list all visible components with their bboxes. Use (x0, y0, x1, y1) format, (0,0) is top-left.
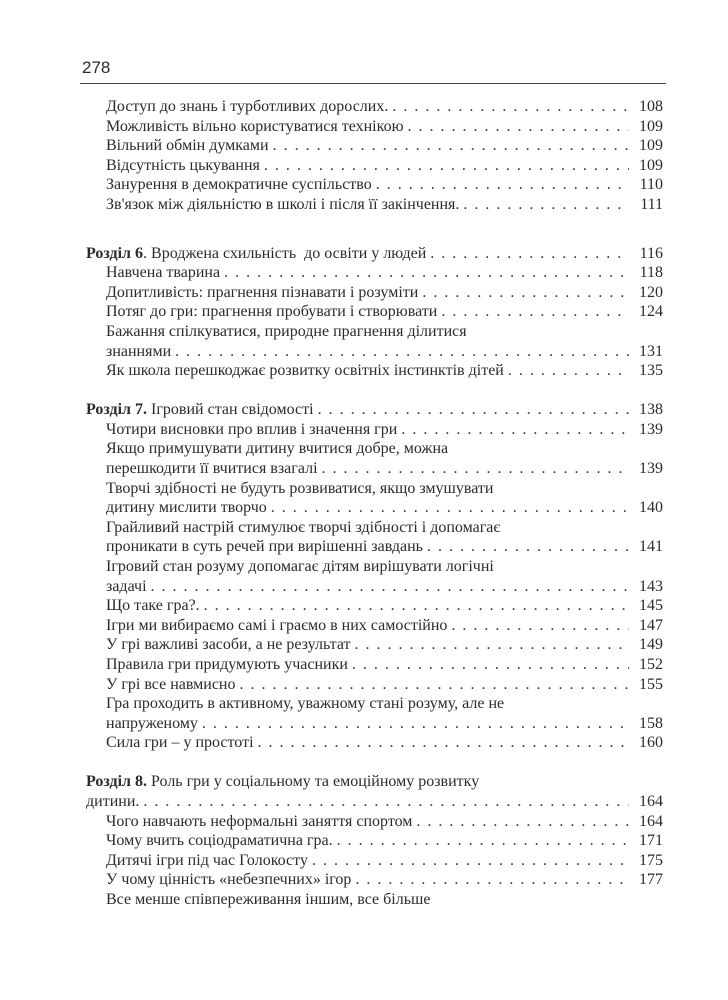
toc-section (86, 772, 663, 909)
entry-title-text: знаннями (106, 342, 172, 360)
entry-page-number: 116 (639, 244, 663, 262)
dot-leader (236, 675, 630, 695)
dot-leader (351, 870, 629, 890)
entry-title (106, 596, 200, 616)
entry-title-text: дитину мислити творчо (106, 499, 267, 517)
toc-entry[interactable] (86, 635, 663, 655)
dot-leader (404, 117, 629, 137)
entry-page-number: 160 (639, 734, 663, 752)
entry-title (106, 733, 254, 753)
entry-page-number: 152 (639, 655, 663, 673)
dot-leader (388, 97, 629, 117)
entry-title-text: Все менше співпереживання іншим, все більше (106, 890, 431, 908)
dot-leader (418, 283, 629, 303)
entry-title-text: Занурення в демократичне суспільство (106, 176, 372, 194)
entry-title-text: Що таке гра?. (106, 597, 200, 615)
entry-page-number: 131 (639, 342, 663, 360)
entry-page-number: 139 (639, 420, 663, 438)
entry-title (86, 244, 426, 264)
entry-title (106, 302, 437, 322)
entry-page-number: 111 (640, 195, 663, 213)
entry-page-number: 138 (639, 401, 663, 419)
entry-title (106, 675, 236, 695)
entry-page-number: 140 (639, 499, 663, 517)
entry-page-number: 175 (639, 851, 663, 869)
chapter-label: Розділ 7. (86, 401, 148, 419)
entry-title-text: Чому вчить соціодраматична гра. (106, 832, 333, 850)
toc-chapter-entry[interactable] (86, 772, 663, 811)
dot-leader (437, 302, 629, 322)
toc-entry[interactable] (86, 596, 663, 616)
entry-page-number: 108 (639, 98, 663, 115)
toc-entry[interactable] (86, 117, 663, 137)
entry-title-text: Ігровий стан розуму допомагає дітям вирішувати логічні (106, 557, 494, 575)
dot-leader (308, 851, 629, 871)
entry-title (106, 420, 397, 440)
entry-title-text: Творчі здібності не будуть розвиватися, якщо змушувати (106, 479, 494, 497)
entry-title (106, 283, 418, 303)
toc-entry[interactable] (86, 136, 663, 156)
entry-page-number: 158 (639, 714, 663, 732)
entry-page-number: 109 (639, 156, 663, 174)
entry-page-number: 109 (639, 117, 663, 135)
entry-title-text: Чого навчають неформальні заняття спортом (106, 812, 413, 830)
entry-title (106, 577, 147, 597)
entry-title (106, 498, 267, 518)
toc-entry[interactable] (86, 361, 663, 381)
entry-title (106, 156, 260, 176)
entry-title (86, 400, 314, 420)
toc-entry[interactable] (86, 156, 663, 176)
toc-entry[interactable] (86, 694, 663, 733)
entry-page-number: 139 (639, 460, 663, 477)
entry-title-text: Ігровий стан свідомості (147, 401, 314, 419)
entry-title-text: Грайливий настрій стимулює творчі здібності і допомагає (106, 518, 501, 536)
dot-leader (447, 616, 629, 636)
dot-leader (260, 156, 629, 176)
toc-entry[interactable] (86, 557, 663, 596)
entry-page-number: 120 (639, 283, 663, 301)
toc-entry[interactable] (86, 655, 663, 675)
dot-leader (397, 420, 629, 440)
toc-entry[interactable] (86, 439, 663, 478)
entry-title (106, 342, 171, 362)
toc-entry[interactable] (86, 302, 663, 322)
entry-title-text: Гра проходить в активному, уважному стані розуму, але не (106, 695, 505, 713)
toc-chapter-entry[interactable] (86, 400, 663, 420)
entry-page-number: 164 (639, 793, 663, 810)
dot-leader (220, 263, 629, 283)
entry-title (106, 361, 504, 381)
entry-title (106, 136, 269, 156)
toc-entry[interactable] (86, 283, 663, 303)
entry-title-text: Навчена тварина (106, 264, 221, 282)
entry-title (106, 97, 388, 117)
dot-leader (426, 244, 629, 264)
entry-title-text: Роль гри у соціальному та емоційному розвитку (147, 773, 480, 791)
dot-leader (147, 577, 629, 597)
entry-page-number: 177 (639, 871, 663, 889)
toc-entry[interactable] (86, 733, 663, 753)
toc-section (86, 400, 663, 753)
entry-title-text: Доступ до знань і турботливих дорослих. (106, 98, 389, 115)
toc-entry[interactable] (86, 263, 663, 283)
entry-title-text: Ігри ми вибираємо самі і граємо в них самостійно (106, 616, 448, 634)
entry-title-text: Потяг до гри: прагнення пробувати і створювати (106, 303, 438, 321)
toc-entry[interactable] (86, 175, 663, 195)
toc-entry[interactable] (86, 831, 663, 851)
entry-page-number: 155 (639, 675, 663, 693)
toc-entry[interactable] (86, 616, 663, 636)
dot-leader (269, 136, 629, 156)
entry-page-number: 145 (639, 597, 663, 615)
entry-title (106, 537, 423, 557)
toc-entry[interactable] (86, 675, 663, 695)
dot-leader (348, 655, 629, 675)
entry-title-text: дитини. (86, 793, 140, 810)
entry-title (106, 831, 333, 851)
table-of-contents (86, 97, 663, 910)
entry-title (106, 175, 372, 195)
toc-entry[interactable] (86, 479, 663, 518)
entry-page-number: 164 (639, 812, 663, 830)
entry-title-text: Як школа перешкоджає розвитку освітніх інстинктів дітей (106, 362, 504, 380)
entry-title-text: Допитливість: прагнення пізнавати і розуміти (106, 283, 419, 301)
entry-title (106, 459, 318, 479)
toc-entry[interactable] (86, 97, 663, 117)
chapter-label: Розділ 6 (86, 244, 144, 262)
dot-leader (333, 831, 629, 851)
toc-section (86, 97, 663, 215)
entry-title (106, 439, 448, 459)
entry-title-text: Зв'язок між діяльністю в школі і після її закінчення. (106, 195, 460, 213)
entry-title (106, 518, 500, 538)
entry-page-number: 141 (639, 538, 663, 556)
toc-entry[interactable] (86, 851, 663, 871)
entry-title-text: Правила гри придумують учасники (106, 655, 348, 673)
entry-title-text: Сила гри – у простоті (106, 734, 254, 752)
dot-leader (198, 714, 629, 734)
toc-entry[interactable] (86, 195, 663, 215)
entry-title (106, 655, 348, 675)
entry-title (106, 635, 351, 655)
entry-title (86, 772, 479, 792)
entry-title-text: Бажання спілкуватися, природне прагнення ділитися (106, 322, 467, 340)
entry-title-text: Можливість вільно користуватися технікою (106, 117, 404, 135)
dot-leader (351, 635, 630, 655)
toc-section (86, 244, 663, 381)
entry-page-number: 118 (639, 264, 663, 282)
entry-page-number: 149 (639, 636, 663, 654)
entry-title (106, 117, 404, 137)
toc-entry[interactable] (86, 812, 663, 832)
entry-page-number: 147 (639, 616, 663, 634)
chapter-label: Розділ 8. (86, 773, 148, 791)
entry-page-number: 143 (639, 577, 663, 595)
header-rule (80, 83, 666, 84)
toc-entry[interactable] (86, 518, 663, 557)
dot-leader (412, 812, 629, 832)
dot-leader (139, 792, 629, 812)
dot-leader (254, 733, 629, 753)
entry-title-text: задачі (106, 577, 147, 595)
entry-title (106, 714, 198, 734)
entry-title (106, 263, 220, 283)
entry-title-text: Вільний обмін думками (106, 137, 269, 155)
toc-entry[interactable] (86, 890, 663, 910)
entry-title (106, 195, 459, 215)
entry-page-number: 171 (639, 832, 663, 850)
entry-title (106, 479, 493, 499)
toc-entry[interactable] (86, 420, 663, 440)
entry-title-text: У грі все навмисно (106, 675, 236, 693)
entry-page-number: 124 (639, 303, 663, 321)
entry-title (106, 890, 430, 910)
entry-title (106, 870, 351, 890)
dot-leader (314, 400, 629, 420)
entry-title (106, 694, 504, 714)
entry-title (106, 557, 494, 577)
dot-leader (200, 596, 629, 616)
page-number: 278 (82, 58, 111, 77)
entry-page-number: 109 (639, 137, 663, 155)
dot-leader (459, 195, 629, 215)
entry-title (106, 322, 467, 342)
entry-title-text: напруженому (106, 714, 198, 732)
entry-title-text: Якщо примушувати дитину вчитися добре, можна (106, 440, 449, 458)
toc-entry[interactable] (86, 322, 663, 361)
dot-leader (318, 459, 629, 479)
entry-title-text: У грі важливі засоби, а не результат (106, 636, 351, 654)
entry-page-number: 135 (639, 362, 663, 380)
dot-leader (372, 175, 629, 195)
entry-title-text: . Вроджена схильність до освіти у людей (143, 244, 427, 262)
entry-title-text: перешкодити її вчитися взагалі (106, 460, 318, 477)
dot-leader (423, 537, 629, 557)
toc-chapter-entry[interactable] (86, 244, 663, 264)
entry-title-text: Відсутність цькування (106, 156, 260, 174)
entry-title (106, 616, 447, 636)
entry-title (106, 812, 412, 832)
entry-title-text: Чотири висновки про вплив і значення гри (106, 420, 398, 438)
entry-title (106, 851, 308, 871)
entry-title-text: У чому цінність «небезпечних» ігор (106, 871, 352, 889)
dot-leader (267, 498, 629, 518)
dot-leader (504, 361, 629, 381)
entry-title-text: проникати в суть речей при вирішенні завдань (106, 538, 423, 556)
entry-title-text: Дитячі ігри під час Голокосту (106, 851, 308, 869)
entry-title (86, 792, 139, 812)
toc-entry[interactable] (86, 870, 663, 890)
dot-leader (171, 342, 629, 362)
entry-page-number: 110 (639, 176, 663, 194)
